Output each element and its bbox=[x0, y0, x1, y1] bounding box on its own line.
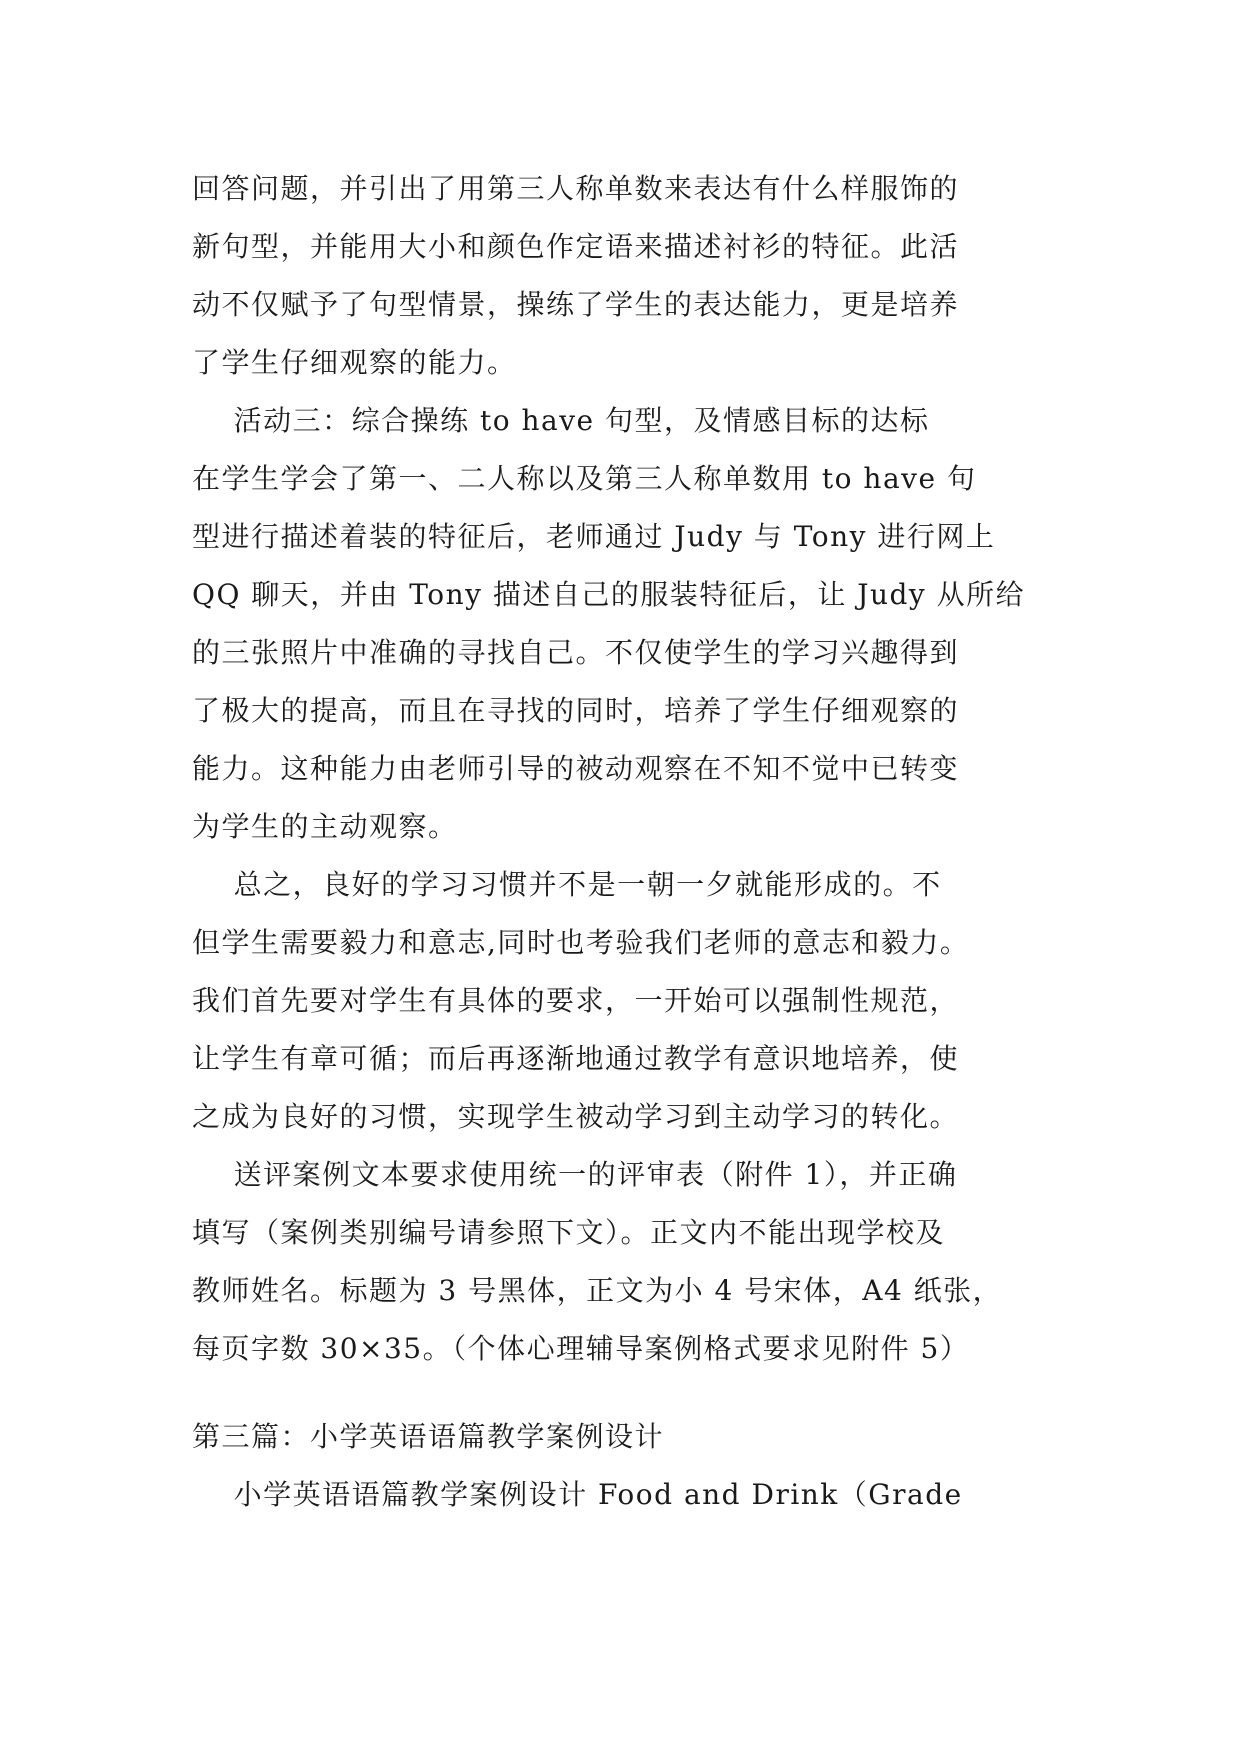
text-line: 新句型，并能用大小和颜色作定语来描述衬衫的特征。此活 bbox=[192, 230, 960, 263]
text-line: 小学英语语篇教学案例设计 Food and Drink（Grade bbox=[192, 1478, 963, 1511]
text-line: 动不仅赋予了句型情景，操练了学生的表达能力，更是培养 bbox=[192, 288, 960, 321]
paragraph bbox=[192, 856, 1050, 1146]
text-line: 型进行描述着装的特征后，老师通过 Judy 与 Tony 进行网上 bbox=[192, 520, 996, 553]
text-line: 每页字数 30×35。（个体心理辅导案例格式要求见附件 5） bbox=[192, 1332, 970, 1365]
text-line: 的三张照片中准确的寻找自己。不仅使学生的学习兴趣得到 bbox=[192, 636, 960, 669]
paragraph-gap bbox=[192, 1378, 1050, 1408]
document-body bbox=[192, 160, 1050, 1524]
text-line: 填写（案例类别编号请参照下文）。正文内不能出现学校及 bbox=[192, 1216, 946, 1249]
text-line: 活动三：综合操练 to have 句型，及情感目标的达标 bbox=[192, 404, 930, 437]
text-line: 回答问题，并引出了用第三人称单数来表达有什么样服饰的 bbox=[192, 172, 960, 205]
text-line: 了学生仔细观察的能力。 bbox=[192, 346, 517, 379]
text-line: 为学生的主动观察。 bbox=[192, 810, 458, 843]
text-line: 之成为良好的习惯，实现学生被动学习到主动学习的转化。 bbox=[192, 1100, 960, 1133]
text-line: 在学生学会了第一、二人称以及第三人称单数用 to have 句 bbox=[192, 462, 977, 495]
text-line: 让学生有章可循；而后再逐渐地通过教学有意识地培养，使 bbox=[192, 1042, 960, 1075]
text-line: 了极大的提高，而且在寻找的同时，培养了学生仔细观察的 bbox=[192, 694, 960, 727]
text-line: 但学生需要毅力和意志,同时也考验我们老师的意志和毅力。 bbox=[192, 926, 970, 959]
paragraph bbox=[192, 392, 1050, 856]
paragraph bbox=[192, 1146, 1050, 1378]
section-heading: 第三篇：小学英语语篇教学案例设计 bbox=[192, 1420, 665, 1453]
text-line: 送评案例文本要求使用统一的评审表（附件 1），并正确 bbox=[192, 1158, 958, 1191]
text-line: 我们首先要对学生有具体的要求，一开始可以强制性规范， bbox=[192, 984, 960, 1017]
text-line: 总之，良好的学习习惯并不是一朝一夕就能形成的。不 bbox=[192, 868, 942, 901]
paragraph bbox=[192, 160, 1050, 392]
text-line: 教师姓名。标题为 3 号黑体，正文为小 4 号宋体，A4 纸张， bbox=[192, 1274, 1003, 1307]
text-line: 能力。这种能力由老师引导的被动观察在不知不觉中已转变 bbox=[192, 752, 960, 785]
text-line: QQ 聊天，并由 Tony 描述自己的服装特征后，让 Judy 从所给 bbox=[192, 578, 1026, 611]
